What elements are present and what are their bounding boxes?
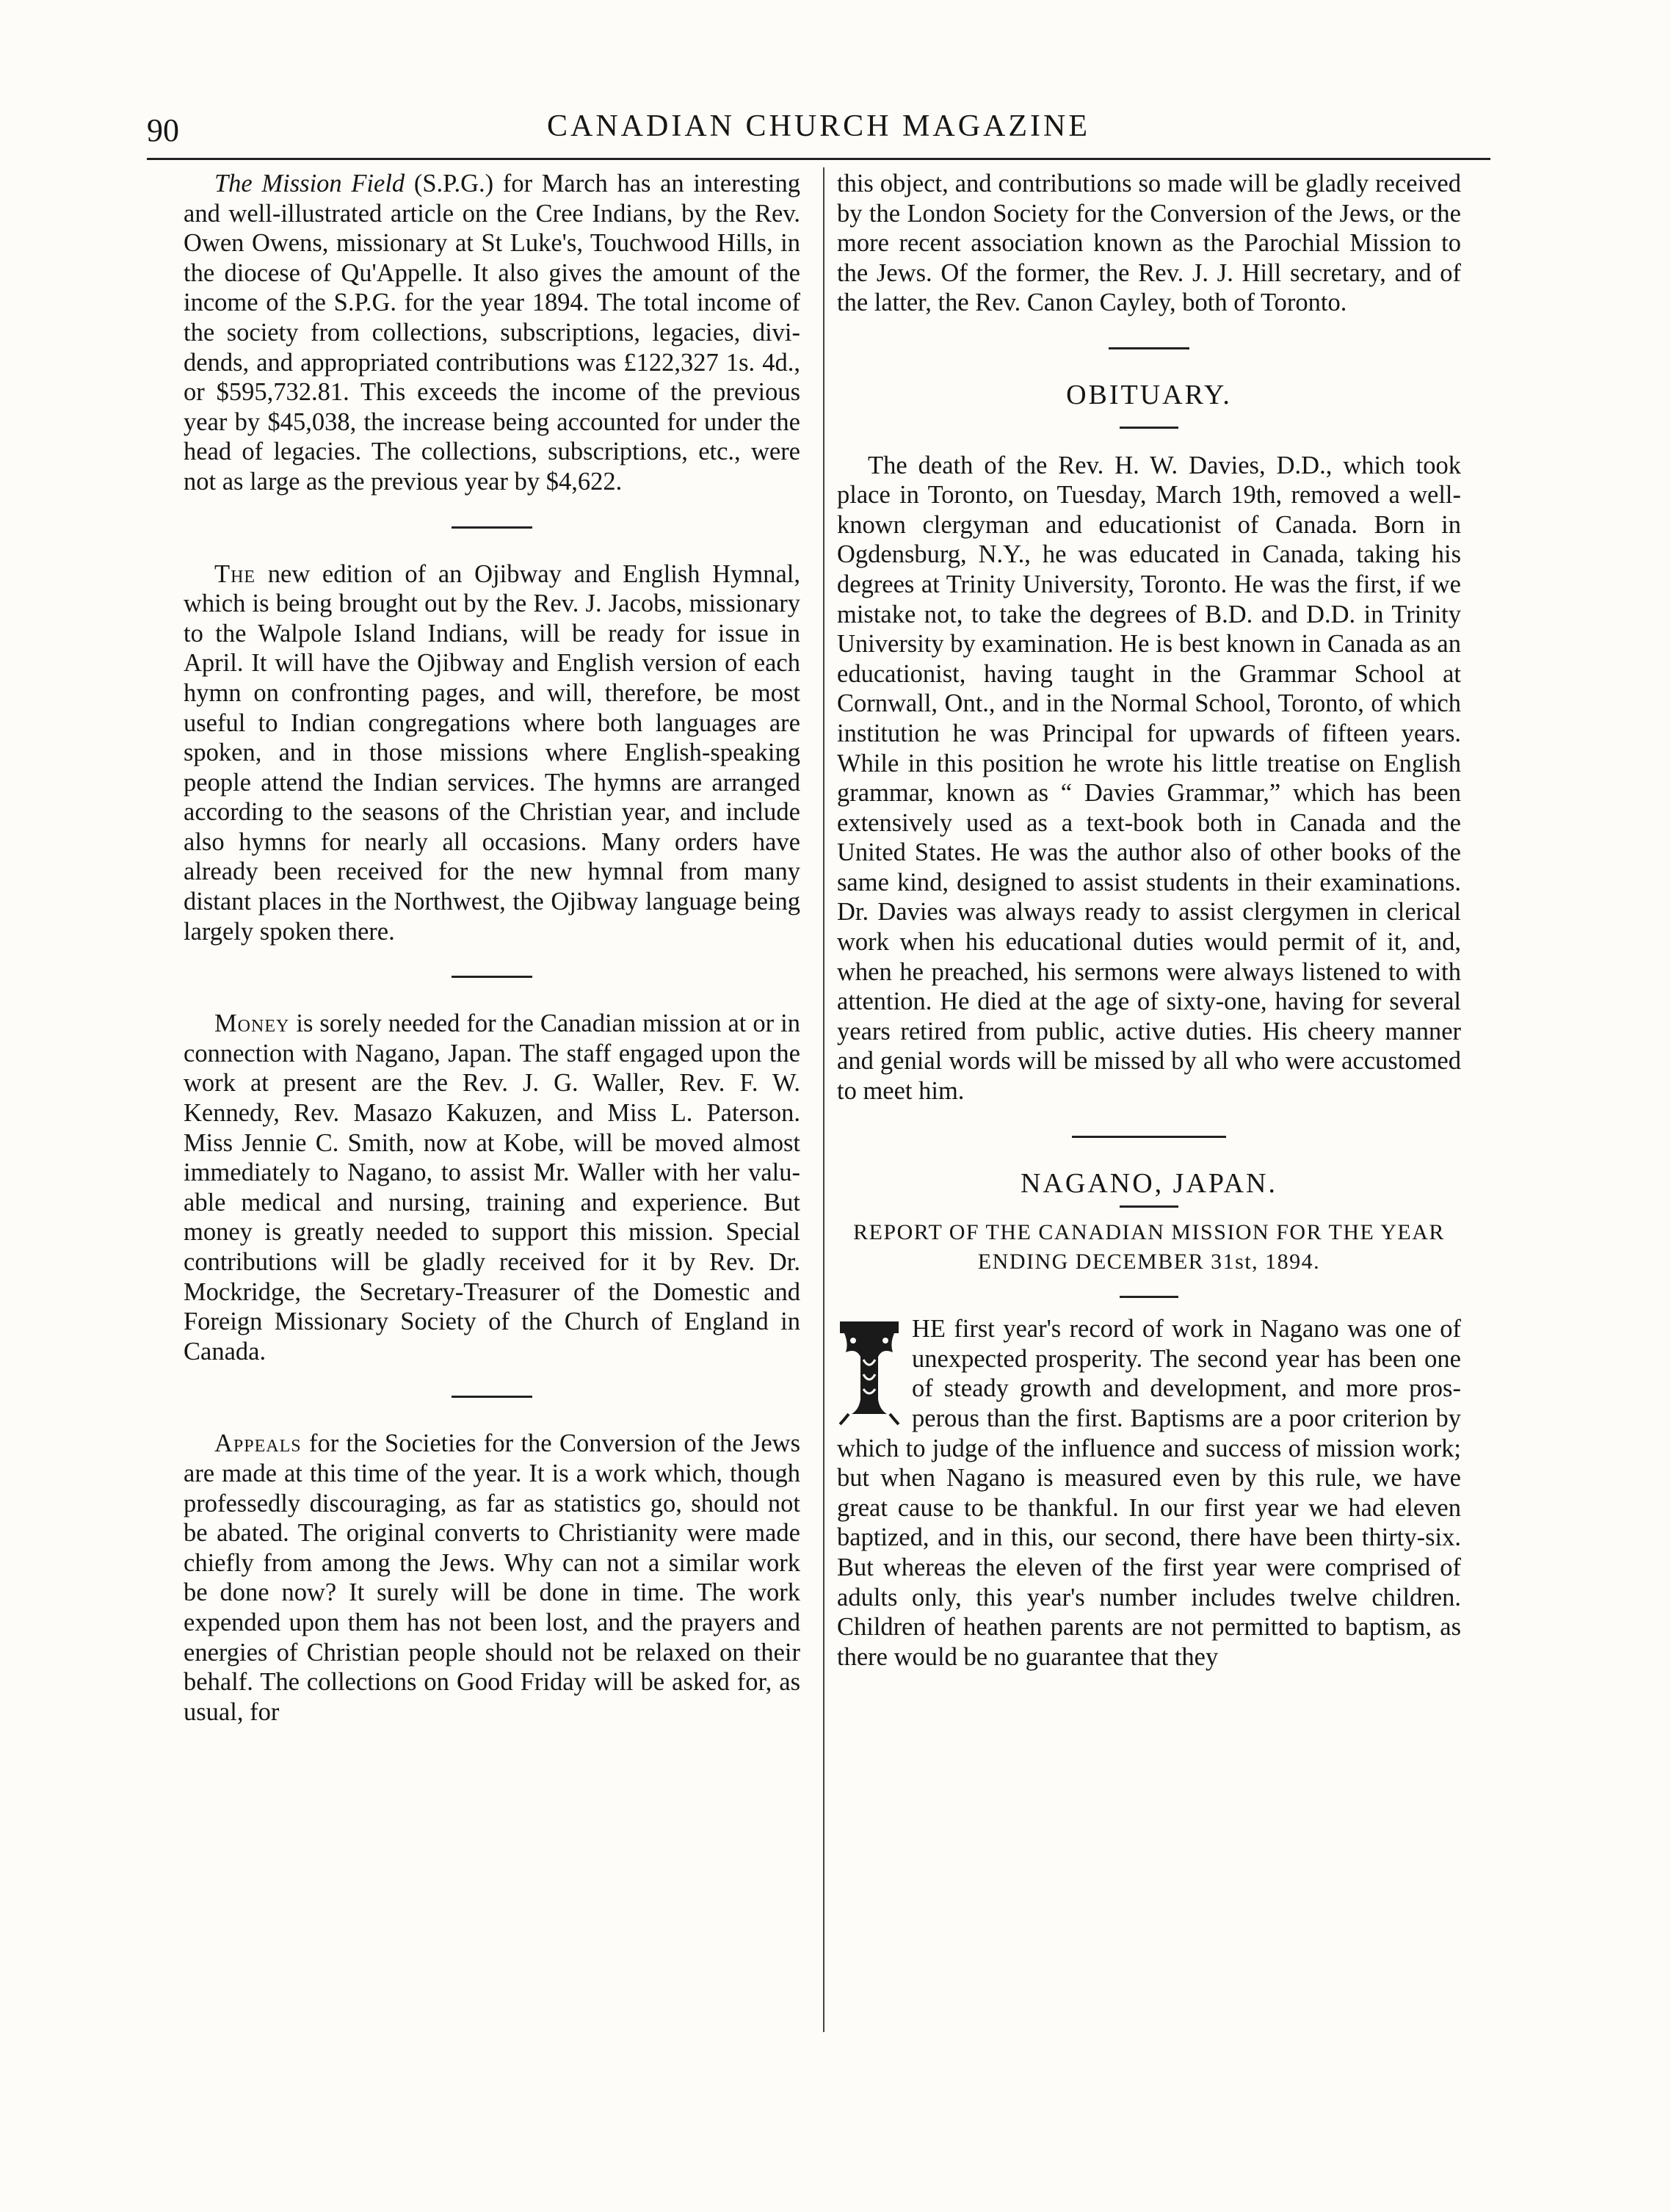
paragraph-text: new edition of an Ojibway and English Hymnal, which is being brought out by the Rev. J. Jacobs, missionary to the Walpole Island Indians, will be ready for issue in April. It will have the Ojibway and English version of each hymn on confronting pages, and will, therefore, be most useful to Indian congregations where both languages are spoken, and in those missions where English-speaking people attend the Indian services. The hymns are arranged according to the seasons of the Christian year, and include also hymns for nearly all occasions. Many orders have already been received for the new hymnal from many distant places in the Northwest, the Ojibway language being largely spoken there. (184, 559, 800, 946)
lead-word: Appeals (214, 1429, 302, 1458)
heading-separator (1120, 427, 1178, 429)
article-nagano-money (184, 1009, 800, 1366)
article-appeals-continued: this object, and contributions so made will be gladly received by the London Society for the Conversion of the Jews, or the more recent association known as the Parochial Mission to the Jews. Of the former, the Rev. J. J. Hill secretary, and of the latter, the Rev. Canon Cayley, both of Toronto. (837, 170, 1461, 317)
publication-title: The Mission Field (214, 170, 405, 197)
ornamental-initial (837, 1319, 902, 1429)
section-separator (452, 526, 532, 529)
obituary-heading: OBITUARY. (1066, 379, 1232, 410)
nagano-report-text (837, 1314, 1461, 1672)
right-column (837, 169, 1461, 1672)
ornamental-t-icon (838, 1319, 900, 1426)
paragraph-text: for the Societies for the Conversion of the Jews are made at this time of the year. It is a work which, though professedly discouraging, as far as statistics go, should not be abated. The original converts to Christianity were made chiefly from among the Jews. Why can not a similar work be done now? It surely will be done in time. The work expended upon them has not been lost, and the prayers and energies of Christian people should not be relaxed on their behalf. The collections on Good Friday will be asked for, as usual, for (184, 1429, 800, 1726)
lead-word: The (214, 559, 256, 588)
heading-separator (1120, 1205, 1178, 1208)
nagano-heading: NAGANO, JAPAN. (1021, 1167, 1277, 1199)
nagano-subheading: REPORT OF THE CANADIAN MISSION FOR THE YEAR ENDING DECEMBER 31st, 1894. (853, 1220, 1445, 1274)
section-separator (452, 976, 532, 978)
article-ojibway-hymnal (184, 559, 800, 947)
obituary-text: The death of the Rev. H. W. Davies, D.D., which took place in Toronto, on Tuesday, March 19th, removed a well-known clergyman and educationist of Canada. Born in Ogdensburg, N.Y., he was educated in Canada, taking his degrees at Trinity University, Toronto. He was the first, if we mistake not, to take the degrees of B.D. and D.D. in Trinity University by examination. He is best known in Canada as an educationist, having taught in the Grammar School at Cornwall, Ont., and in the Normal School, Toronto, of which institution he was Principal for upwards of fifteen years. While in this position he wrote his little treatise on English grammar, known as “ Davies Grammar,” which has been extensively used as a text-book both in Canada and the United States. He was the author also of other books of the same kind, designed to assist students in their examinations. Dr. Davies was always ready to assist clergymen in clerical work when his educational duties would permit of it, and, when he preached, his sermons were always listened to with attention. He died at the age of sixty-one, having for several years retired from public, active duties. His cheery manner and genial words will be missed by all who were accustomed to meet him. (837, 451, 1461, 1106)
column-divider (823, 167, 824, 2032)
left-column (184, 169, 800, 1727)
header-rule (147, 158, 1490, 160)
paragraph-text: is sorely needed for the Canadian mission at or in connection with Nagano, Japan. The staff engaged upon the work at present are the Rev. J. G. Waller, Rev. F. W. Kennedy, Rev. Masazo Kakuzen, and Miss L. Paterson. Miss Jennie C. Smith, now at Kobe, will be moved almost immediately to Nagano, to assist Mr. Waller with her valuable medical and nursing, training and experience. But money is greatly needed to support this mission. Special contributions will be gladly received for it by Rev. Dr. Mockridge, the Secretary-Treasurer of the Domestic and Foreign Missionary Society of the Church of England in Canada. (184, 1009, 800, 1366)
article-mission-field (184, 169, 800, 497)
running-title: CANADIAN CHURCH MAGAZINE (547, 109, 1090, 143)
page-number: 90 (147, 112, 179, 148)
lead-word: Money (214, 1009, 290, 1038)
article-appeals-jews (184, 1429, 800, 1727)
paragraph-text: (S.P.G.) for March has an interesting and well-illustrated article on the Cree Indians, by the Rev. Owen Owens, missionary at St Luke's, Touchwood Hills, in the diocese of Qu'Appelle. It also gives the amount of the income of the S.P.G. for the year 1894. The total income of the society from collections, subscriptions, legacies, dividends, and appropriated contributions was £122,327 1s. 4d., or $595,732.81. This exceeds the income of the previous year by $45,038, the increase being accounted for under the head of legacies. The collections, subscriptions, etc., were not as large as the previous year by $4,622. (184, 170, 800, 496)
heading-separator (1120, 1296, 1178, 1298)
section-separator (1072, 1136, 1226, 1138)
paragraph-text: HE first year's record of work in Nagano was one of unexpected prosperity. The second year has been one of steady growth and development, and more prosperous than the first. Baptisms are a poor criterion by which to judge of the influence and success of mission work; but when Nagano is measured even by this rule, we have great cause to be thankful. In our first year we had eleven baptized, and in this, our second, there have been thirty-six. But whereas the eleven of the first year were comprised of adults only, this year's number includes twelve children. Children of heathen parents are not permitted to baptism, as there would be no guarantee that they (837, 1315, 1461, 1671)
page-header (147, 109, 1490, 154)
section-separator (452, 1396, 532, 1398)
section-separator (1109, 347, 1189, 349)
